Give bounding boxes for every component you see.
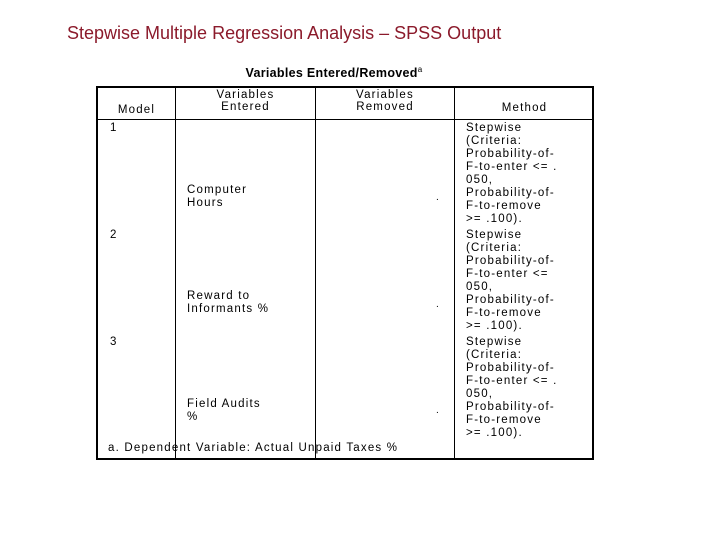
header-variables-entered: Variables Entered [216, 89, 275, 113]
row-1-model: 1 [110, 122, 118, 134]
table-caption [216, 65, 452, 80]
table-footnote: a. Dependent Variable: Actual Unpaid Taxes % [108, 442, 399, 454]
row-3-model: 3 [110, 336, 118, 348]
header-model: Model [117, 104, 156, 116]
header-variables-removed: Variables Removed [356, 89, 414, 113]
column-divider [315, 88, 316, 458]
row-2-entered: Reward to Informants % [187, 290, 270, 315]
slide-title: Stepwise Multiple Regression Analysis – SPSS Output [67, 23, 502, 43]
table-caption-text: Variables Entered/Removed [245, 66, 418, 81]
row-3-entered: Field Audits % [187, 398, 261, 423]
row-2-model: 2 [110, 229, 118, 241]
row-1-removed: . [436, 192, 439, 203]
row-3-method: Stepwise (Criteria: Probability-of- F-to-enter <= . 050, Probability-of- F-to-remove >= .100). [466, 336, 558, 439]
column-divider [454, 88, 455, 458]
header-divider [98, 119, 592, 120]
row-1-entered: Computer Hours [187, 184, 248, 209]
table-grid [96, 86, 594, 460]
row-2-method: Stepwise (Criteria: Probability-of- F-to-enter <= 050, Probability-of- F-to-remove >= .100). [466, 229, 555, 332]
column-divider [175, 88, 176, 458]
row-3-removed: . [436, 405, 439, 416]
row-2-removed: . [436, 299, 439, 310]
caption-footnote-marker: a [417, 65, 423, 74]
row-1-method: Stepwise (Criteria: Probability-of- F-to-enter <= . 050, Probability-of- F-to-remove >= .100). [466, 122, 558, 225]
header-method: Method [501, 102, 548, 114]
